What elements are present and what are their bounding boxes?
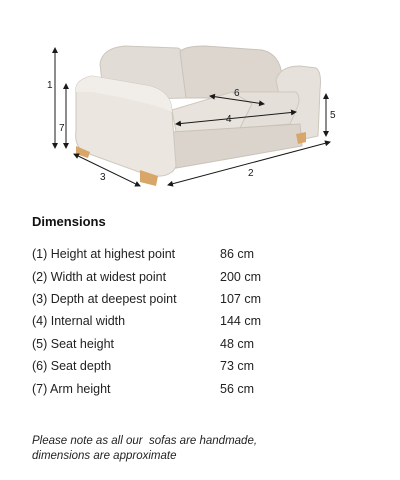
dimension-value: 107 cm: [220, 291, 261, 306]
dimension-value: 86 cm: [220, 247, 255, 262]
sofa-dimension-diagram: [0, 0, 400, 200]
diagram-label-5: 5: [330, 110, 336, 121]
dimension-label: (6) Seat depth: [32, 359, 112, 374]
note-line-1: Please note as all our sofas are handmade,: [32, 435, 258, 447]
dimension-value: 56 cm: [220, 381, 255, 396]
sofa-base: [172, 124, 302, 168]
dimension-label: (1) Height at highest point: [32, 247, 176, 262]
dimension-label: (5) Seat height: [32, 336, 114, 351]
dimension-label: (4) Internal width: [32, 314, 126, 329]
diagram-label-7: 7: [59, 123, 65, 134]
back-cushion-right: [180, 46, 284, 98]
dimensions-list: [32, 243, 372, 400]
dimensions-heading: Dimensions: [32, 214, 106, 229]
dimension-row-internal-width: [32, 310, 372, 332]
dimension-row-height: [32, 243, 372, 265]
dimension-row-seat-depth: [32, 355, 372, 377]
sofa-diagram-svg: [0, 0, 400, 200]
dimension-label: (2) Width at widest point: [32, 269, 167, 284]
dimension-value: 200 cm: [220, 269, 261, 284]
diagram-label-6: 6: [234, 88, 240, 99]
dimension-row-arm-height: [32, 377, 372, 399]
dimension-row-seat-height: [32, 333, 372, 355]
dimension-row-width: [32, 265, 372, 287]
dimension-label: (7) Arm height: [32, 381, 111, 396]
dimension-value: 144 cm: [220, 314, 261, 329]
sofa-illustration: [76, 46, 321, 186]
diagram-label-1: 1: [47, 80, 53, 91]
dimension-row-depth: [32, 288, 372, 310]
diagram-label-3: 3: [100, 172, 106, 183]
diagram-label-4: 4: [226, 114, 232, 125]
dimension-label: (3) Depth at deepest point: [32, 291, 177, 306]
note-line-2: dimensions are approximate: [32, 450, 177, 462]
dimension-value: 73 cm: [220, 359, 255, 374]
handmade-note: [32, 434, 362, 464]
diagram-label-2: 2: [248, 168, 254, 179]
dimension-value: 48 cm: [220, 336, 255, 351]
